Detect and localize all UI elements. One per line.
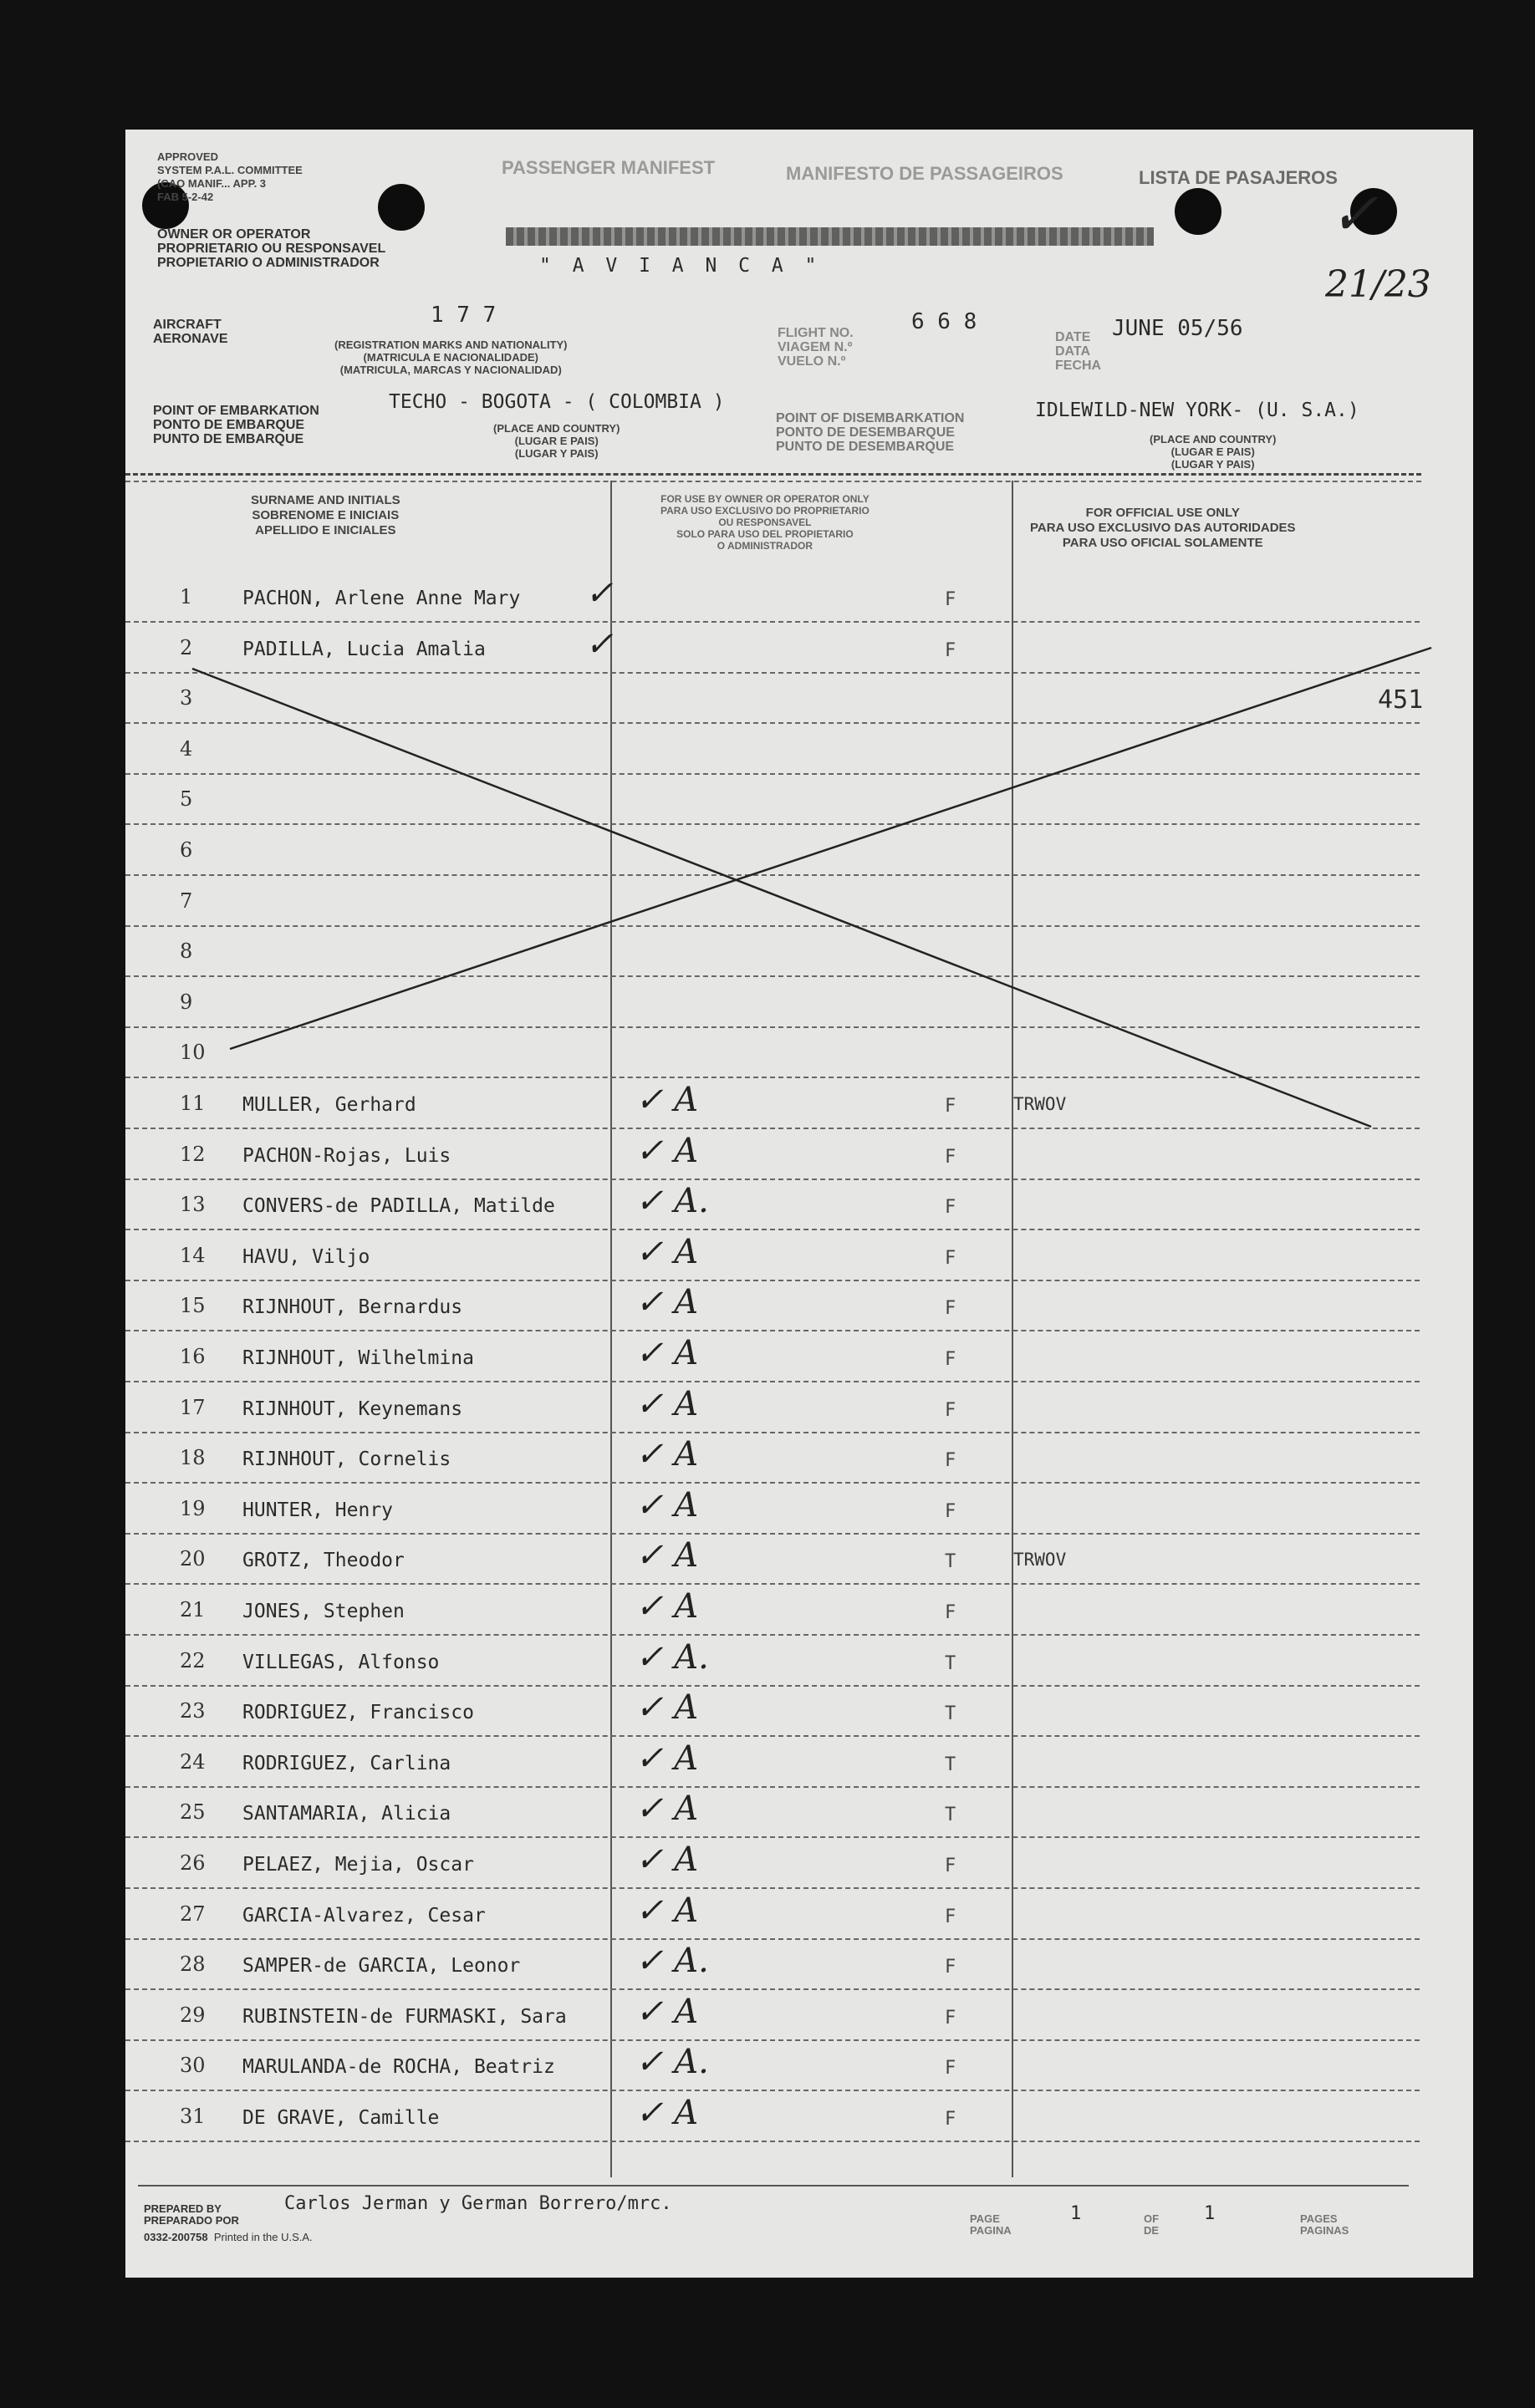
row-number: 1 bbox=[180, 585, 193, 608]
owner-code: F bbox=[945, 1400, 956, 1421]
row-number: 20 bbox=[180, 1547, 206, 1571]
passenger-name: VILLEGAS, Alfonso bbox=[242, 1652, 440, 1673]
prepared-by-label: PREPARED BY PREPARADO POR bbox=[144, 2202, 239, 2227]
owner-code: F bbox=[945, 1349, 956, 1370]
passenger-name: RUBINSTEIN-de FURMASKI, Sara bbox=[242, 2006, 567, 2028]
row-number: 2 bbox=[180, 636, 193, 659]
row-number: 5 bbox=[180, 787, 193, 811]
check-mark: ✓ A bbox=[635, 1081, 699, 1119]
passenger-name: RIJNHOUT, Wilhelmina bbox=[242, 1347, 474, 1369]
check-mark: ✓ A bbox=[635, 1840, 699, 1879]
embark-value: TECHO - BOGOTA - ( COLOMBIA ) bbox=[389, 391, 725, 413]
title-es: LISTA DE PASAJEROS bbox=[1139, 167, 1338, 188]
passenger-name: MARULANDA-de ROCHA, Beatriz bbox=[242, 2056, 555, 2078]
owner-code: F bbox=[945, 589, 956, 610]
owner-code: T bbox=[945, 1551, 956, 1572]
check-mark: ✓ A bbox=[635, 1233, 699, 1271]
passenger-name: RIJNHOUT, Cornelis bbox=[242, 1448, 451, 1470]
row-number: 19 bbox=[180, 1497, 206, 1520]
owner-code: F bbox=[945, 1450, 956, 1471]
owner-code: F bbox=[945, 1856, 956, 1876]
row-number: 24 bbox=[180, 1750, 206, 1774]
disembark-sublabel: (PLACE AND COUNTRY) (LUGAR E PAIS) (LUGAR Y PAIS) bbox=[1150, 433, 1277, 471]
passenger-name: SANTAMARIA, Alicia bbox=[242, 1803, 451, 1825]
row-number: 30 bbox=[180, 2054, 206, 2077]
owner-code: F bbox=[945, 1298, 956, 1319]
top-check-mark: ✓ bbox=[1329, 180, 1379, 248]
check-mark: ✓ A. bbox=[635, 1942, 709, 1980]
passenger-name: GROTZ, Theodor bbox=[242, 1550, 405, 1571]
flight-value: 6 6 8 bbox=[911, 309, 977, 334]
official-note: TRWOV bbox=[1013, 1094, 1067, 1114]
check-mark: ✓ A bbox=[635, 1587, 699, 1626]
owner-code: F bbox=[945, 1501, 956, 1522]
row-number: 11 bbox=[180, 1092, 206, 1115]
row-number: 28 bbox=[180, 1952, 206, 1976]
aircraft-sublabel: (REGISTRATION MARKS AND NATIONALITY) (MATRICULA E NACIONALIDADE) (MATRICULA, MARCAS Y NACIONALIDAD) bbox=[334, 339, 568, 376]
prepared-by-value: Carlos Jerman y German Borrero/mrc. bbox=[284, 2193, 672, 2214]
official-note: TRWOV bbox=[1013, 1550, 1067, 1570]
owner-code: F bbox=[945, 1147, 956, 1168]
passenger-name: PADILLA, Lucia Amalia bbox=[242, 639, 486, 660]
annotation-number: 451 bbox=[1378, 685, 1424, 715]
of-value: 1 bbox=[1204, 2203, 1216, 2224]
owner-code: F bbox=[945, 2008, 956, 2029]
check-mark: ✓ A bbox=[635, 1486, 699, 1525]
cross-line bbox=[192, 669, 1371, 1127]
row-number: 15 bbox=[180, 1294, 206, 1317]
page-value: 1 bbox=[1070, 2203, 1082, 2224]
passenger-name: RIJNHOUT, Bernardus bbox=[242, 1296, 463, 1318]
approved-block: APPROVED SYSTEM P.A.L. COMMITTEE (CAO MANIF... APP. 3 FAB 5-2-42 bbox=[157, 150, 303, 203]
row-number: 22 bbox=[180, 1649, 206, 1672]
check-mark: ✓ A. bbox=[635, 1182, 709, 1220]
passenger-name: CONVERS-de PADILLA, Matilde bbox=[242, 1195, 555, 1217]
passenger-name: RODRIGUEZ, Carlina bbox=[242, 1753, 451, 1774]
check-mark: ✓ A bbox=[635, 1739, 699, 1778]
owner-code: T bbox=[945, 1653, 956, 1674]
owner-code: F bbox=[945, 1096, 956, 1117]
row-number: 12 bbox=[180, 1143, 206, 1166]
row-number: 16 bbox=[180, 1345, 206, 1368]
passenger-name: PACHON, Arlene Anne Mary bbox=[242, 588, 521, 609]
passenger-name: MULLER, Gerhard bbox=[242, 1094, 416, 1116]
disembark-value: IDLEWILD-NEW YORK- (U. S.A.) bbox=[1035, 400, 1359, 421]
row-number: 7 bbox=[180, 889, 193, 913]
row-number: 10 bbox=[180, 1041, 206, 1064]
date-label: DATE DATA FECHA bbox=[1055, 330, 1102, 373]
row-number: 13 bbox=[180, 1193, 206, 1216]
row-number: 21 bbox=[180, 1598, 206, 1621]
row-number: 3 bbox=[180, 686, 193, 710]
page-label: PAGE PAGINA bbox=[970, 2212, 1012, 2237]
check-mark: ✓ A bbox=[635, 1993, 699, 2031]
owner-code: F bbox=[945, 1957, 956, 1978]
cross-line bbox=[230, 648, 1431, 1049]
check-mark: ✓ A bbox=[635, 1435, 699, 1474]
passenger-name: HAVU, Viljo bbox=[242, 1246, 370, 1268]
disembark-label: POINT OF DISEMBARKATION PONTO DE DESEMBARQUE PUNTO DE DESEMBARQUE bbox=[776, 411, 965, 454]
passenger-name: RIJNHOUT, Keynemans bbox=[242, 1398, 463, 1420]
owner-code: F bbox=[945, 1197, 956, 1218]
aircraft-label: AIRCRAFT AERONAVE bbox=[153, 318, 228, 346]
col-header-surname: SURNAME AND INITIALS SOBRENOME E INICIAIS APELLIDO E INICIALES bbox=[251, 493, 400, 537]
owner-code: F bbox=[945, 2109, 956, 2130]
col-header-owner: FOR USE BY OWNER OR OPERATOR ONLY PARA USO EXCLUSIVO DO PROPRIETARIO OU RESPONSAVEL SOLO PARA USO DEL PROPIETARIO O ADMINISTRADOR bbox=[660, 493, 869, 552]
owner-operator-label: OWNER OR OPERATOR PROPRIETARIO OU RESPONSAVEL PROPIETARIO O ADMINISTRADOR bbox=[157, 227, 386, 270]
operator-name: " A V I A N C A " bbox=[539, 255, 822, 277]
check-mark: ✓ A bbox=[635, 2094, 699, 2132]
row-number: 18 bbox=[180, 1446, 206, 1469]
aircraft-value: 1 7 7 bbox=[431, 303, 497, 328]
row-number: 17 bbox=[180, 1396, 206, 1419]
passenger-name: GARCIA-Alvarez, Cesar bbox=[242, 1905, 486, 1927]
row-number: 23 bbox=[180, 1699, 206, 1723]
form-number: 0332-200758 Printed in the U.S.A. bbox=[144, 2231, 313, 2243]
row-number: 9 bbox=[180, 990, 193, 1014]
title-en: PASSENGER MANIFEST bbox=[502, 157, 716, 178]
check-mark: ✓ A bbox=[635, 1334, 699, 1372]
owner-code: T bbox=[945, 1805, 956, 1825]
owner-code: F bbox=[945, 1907, 956, 1927]
row-number: 8 bbox=[180, 939, 193, 963]
flight-label: FLIGHT NO. VIAGEM N.º VUELO N.º bbox=[778, 326, 854, 369]
row-number: 14 bbox=[180, 1244, 206, 1267]
check-mark: ✓ A bbox=[635, 1536, 699, 1575]
title-pt: MANIFESTO DE PASSAGEIROS bbox=[786, 163, 1063, 184]
of-label: OF DE bbox=[1144, 2212, 1160, 2237]
row-number: 29 bbox=[180, 2003, 206, 2027]
owner-code: T bbox=[945, 1703, 956, 1724]
check-mark: ✓ A bbox=[635, 1385, 699, 1423]
passenger-name: SAMPER-de GARCIA, Leonor bbox=[242, 1955, 521, 1977]
check-mark: ✓ A. bbox=[635, 2043, 709, 2081]
pages-label: PAGES PAGINAS bbox=[1300, 2212, 1349, 2237]
passenger-name: PACHON-Rojas, Luis bbox=[242, 1145, 451, 1167]
row-number: 31 bbox=[180, 2105, 206, 2128]
check-mark: ✓ A bbox=[635, 1688, 699, 1727]
check-mark: ✓ bbox=[585, 625, 614, 664]
owner-code: F bbox=[945, 2058, 956, 2079]
col-header-official: FOR OFFICIAL USE ONLY PARA USO EXCLUSIVO DAS AUTORIDADES PARA USO OFICIAL SOLAMENTE bbox=[1030, 506, 1296, 550]
date-value: JUNE 05/56 bbox=[1112, 316, 1243, 341]
owner-code: F bbox=[945, 1602, 956, 1623]
passenger-name: RODRIGUEZ, Francisco bbox=[242, 1702, 474, 1723]
embark-sublabel: (PLACE AND COUNTRY) (LUGAR E PAIS) (LUGAR Y PAIS) bbox=[493, 422, 620, 460]
passenger-name: HUNTER, Henry bbox=[242, 1499, 394, 1521]
check-mark: ✓ A bbox=[635, 1891, 699, 1930]
row-number: 6 bbox=[180, 838, 193, 862]
row-number: 26 bbox=[180, 1851, 206, 1875]
check-mark: ✓ A bbox=[635, 1789, 699, 1828]
passenger-name: DE GRAVE, Camille bbox=[242, 2107, 440, 2129]
row-number: 27 bbox=[180, 1902, 206, 1926]
owner-code: F bbox=[945, 1248, 956, 1269]
owner-code: T bbox=[945, 1754, 956, 1775]
passenger-name: JONES, Stephen bbox=[242, 1601, 405, 1622]
embark-label: POINT OF EMBARKATION PONTO DE EMBARQUE PUNTO DE EMBARQUE bbox=[153, 404, 319, 446]
passenger-name: PELAEZ, Mejia, Oscar bbox=[242, 1854, 474, 1876]
check-mark: ✓ bbox=[585, 574, 614, 613]
owner-code: F bbox=[945, 640, 956, 661]
footer-top-border bbox=[138, 2185, 1409, 2187]
top-count-mark: 21/23 bbox=[1325, 263, 1431, 306]
row-number: 25 bbox=[180, 1800, 206, 1824]
check-mark: ✓ A bbox=[635, 1132, 699, 1170]
row-number: 4 bbox=[180, 737, 193, 761]
check-mark: ✓ A bbox=[635, 1283, 699, 1321]
check-mark: ✓ A. bbox=[635, 1638, 709, 1677]
